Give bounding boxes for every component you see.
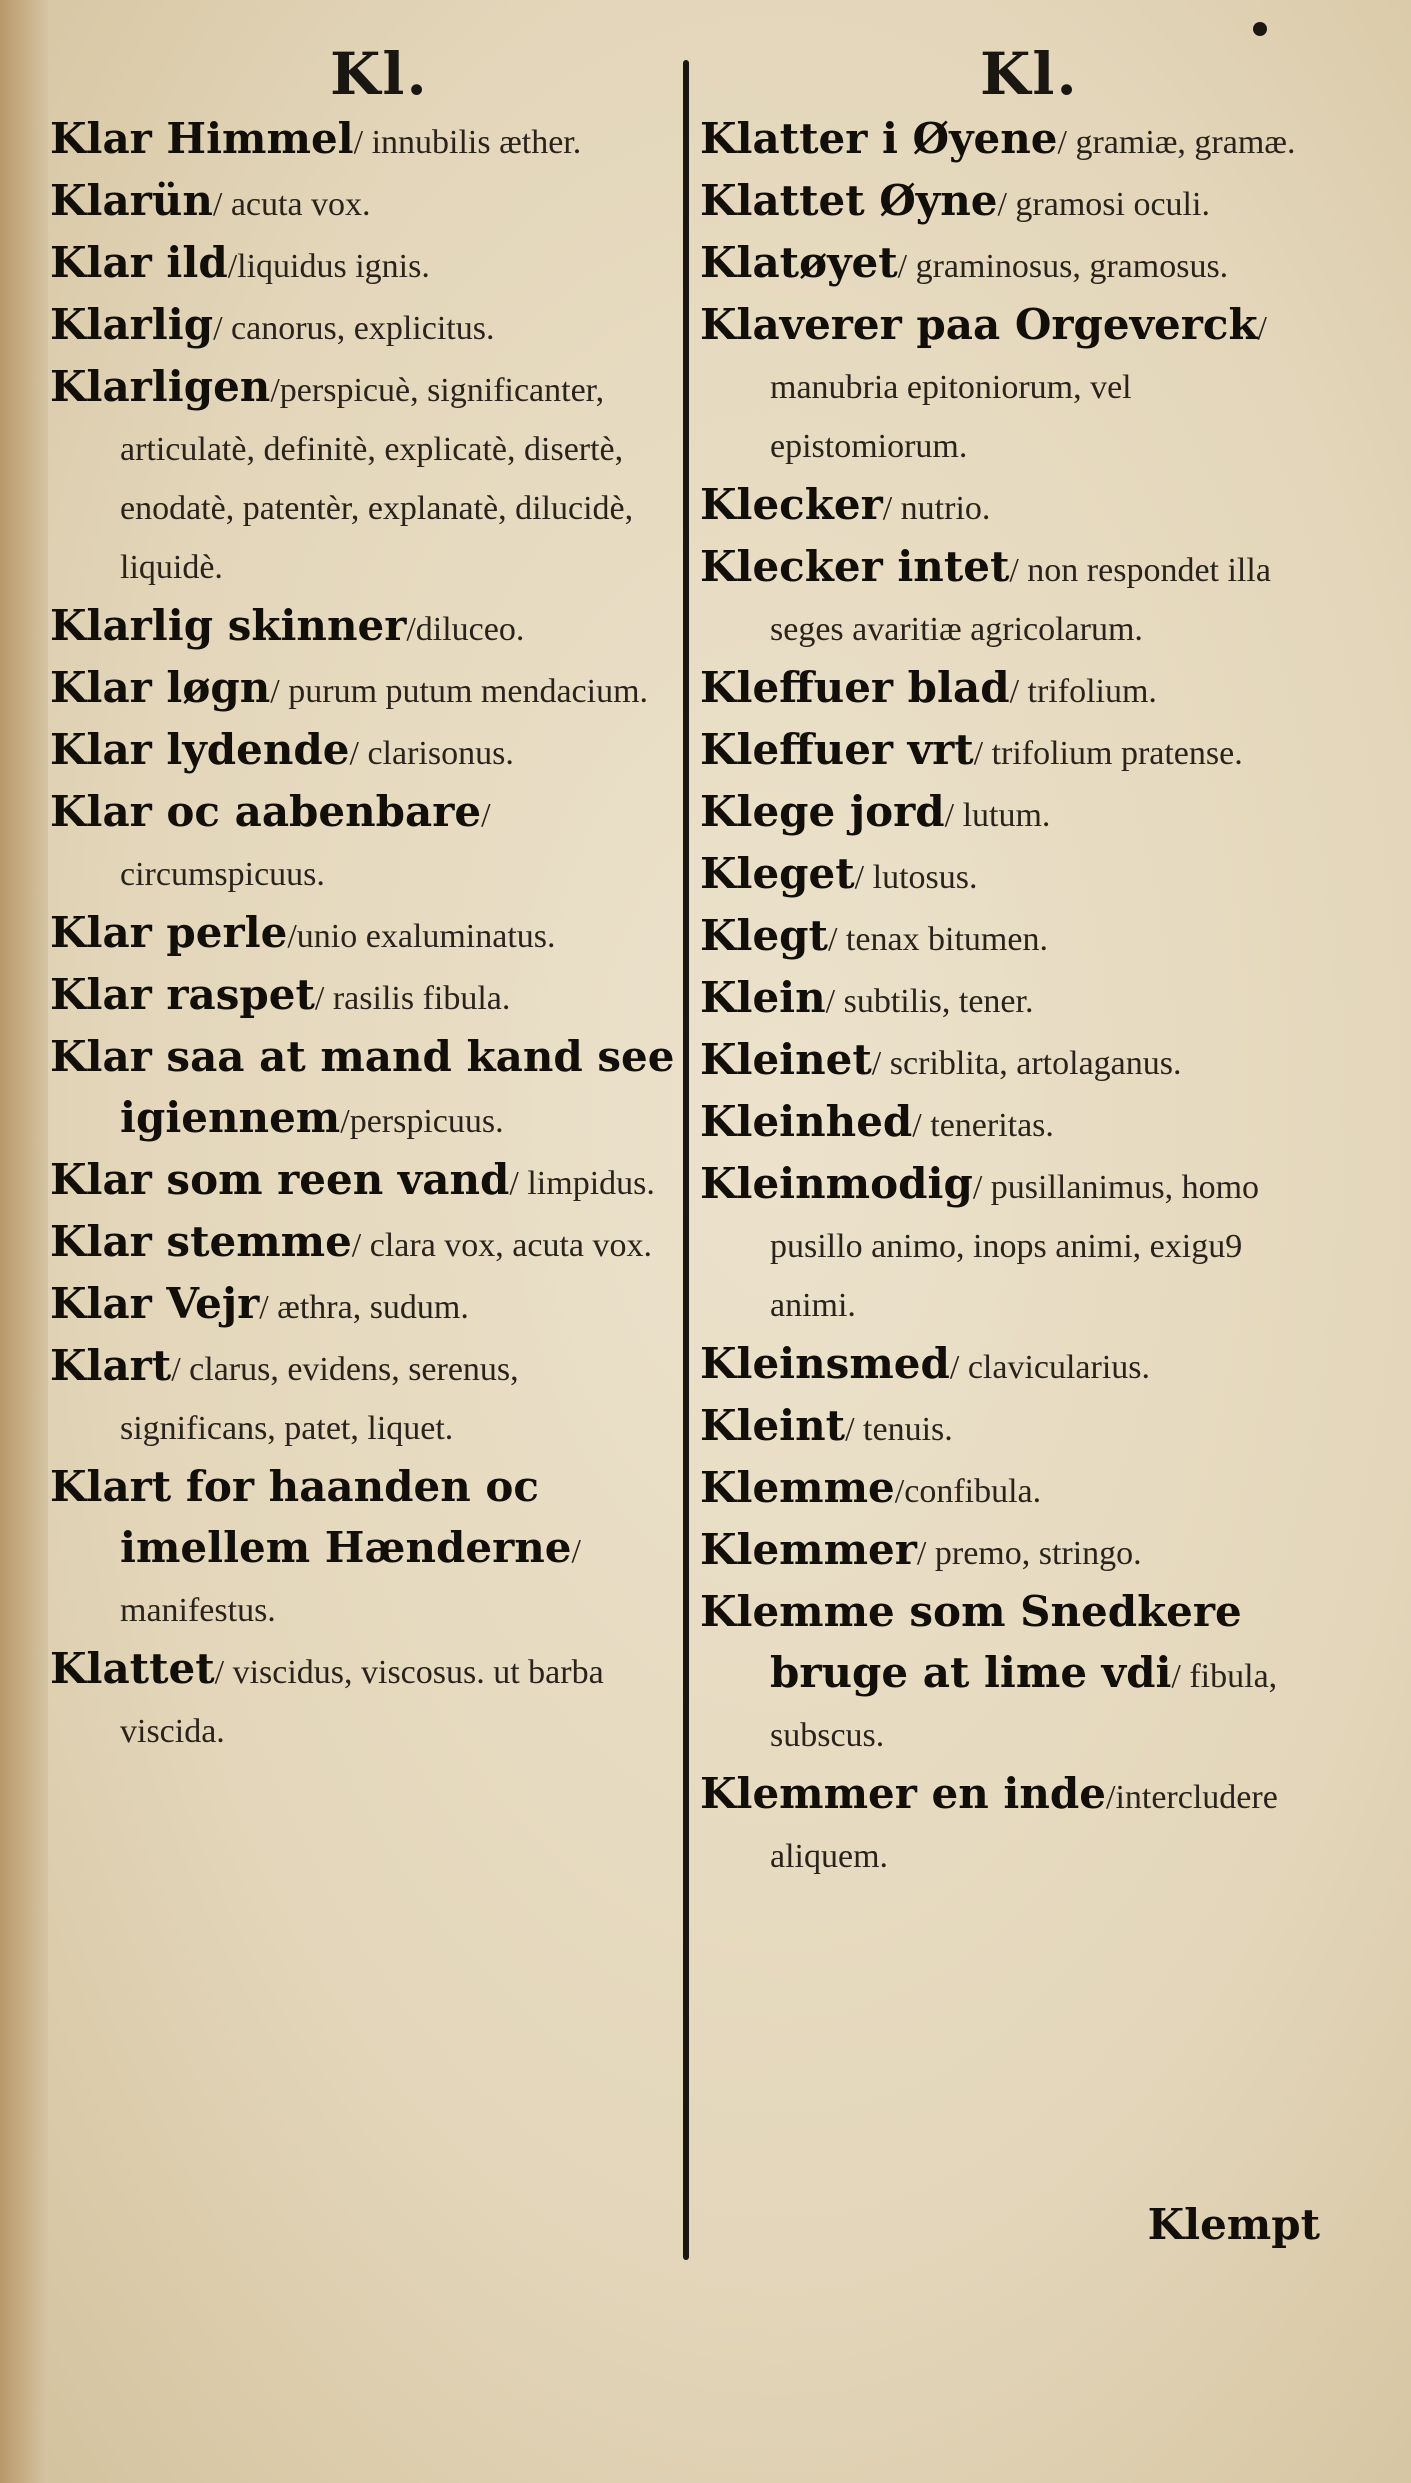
entry-separator: / xyxy=(897,248,908,285)
entry-separator: / xyxy=(270,372,280,409)
entry-definition: graminosus, gramosus. xyxy=(907,248,1229,285)
dictionary-entry xyxy=(50,966,675,1028)
entry-headword: Klein xyxy=(700,973,826,1022)
entry-definition: lutum. xyxy=(954,797,1051,834)
dictionary-entry xyxy=(700,476,1320,538)
dictionary-entry xyxy=(50,1458,675,1640)
entry-definition: viscidus, viscosus. ut barba viscida. xyxy=(120,1654,604,1750)
dictionary-entry xyxy=(50,296,675,358)
entry-separator: / xyxy=(406,611,416,648)
entry-headword: Klar stemme xyxy=(50,1217,352,1266)
left-column xyxy=(50,0,675,2483)
dictionary-entry xyxy=(700,1459,1320,1521)
entry-separator: / xyxy=(1171,1658,1181,1695)
entry-separator: / xyxy=(353,124,364,161)
entry-separator: / xyxy=(944,797,955,834)
dictionary-entry xyxy=(700,1335,1320,1397)
entry-headword: Kleint xyxy=(700,1401,846,1450)
dictionary-entry xyxy=(50,172,675,234)
entry-definition: æthra, sudum. xyxy=(268,1289,469,1326)
entry-headword: Klemmer en inde xyxy=(700,1769,1106,1818)
entry-separator: / xyxy=(912,1107,922,1144)
entry-definition: acuta vox. xyxy=(222,186,371,223)
dictionary-entry xyxy=(700,110,1320,172)
entry-separator: / xyxy=(214,1654,225,1691)
entry-separator: / xyxy=(171,1351,181,1388)
entry-headword: Klar raspet xyxy=(50,970,315,1019)
entry-separator: / xyxy=(949,1349,960,1386)
entry-separator: / xyxy=(871,1045,882,1082)
entry-definition: trifolium. xyxy=(1019,673,1157,710)
entry-separator: / xyxy=(481,797,491,834)
page-edge xyxy=(0,0,48,2483)
right-entries xyxy=(700,110,1320,1886)
entry-separator: / xyxy=(1009,673,1020,710)
dictionary-entry xyxy=(700,845,1320,907)
entry-separator: / xyxy=(509,1165,519,1202)
entry-headword: Kleinet xyxy=(700,1035,872,1084)
entry-definition: perspicuus. xyxy=(349,1103,504,1140)
entry-separator: / xyxy=(270,673,280,710)
entry-headword: Klar Himmel xyxy=(50,114,354,163)
entry-headword: Klar saa at mand kand see igiennem xyxy=(50,1032,675,1142)
dictionary-entry xyxy=(700,538,1320,659)
dictionary-entry xyxy=(50,904,675,966)
entry-headword: Klatøyet xyxy=(700,238,898,287)
entry-definition: confibula. xyxy=(904,1473,1042,1510)
entry-headword: Klarlig xyxy=(50,300,214,349)
entry-separator: / xyxy=(340,1103,350,1140)
entry-headword: Kleinhed xyxy=(700,1097,913,1146)
entry-headword: Kleffuer vrt xyxy=(700,725,974,774)
entry-definition: clavicularius. xyxy=(959,1349,1151,1386)
dictionary-entry xyxy=(700,969,1320,1031)
entry-separator: / xyxy=(894,1473,905,1510)
entry-headword: Klar lydende xyxy=(50,725,350,774)
entry-definition: tenax bitumen. xyxy=(837,921,1048,958)
catchword: Klempt xyxy=(1147,2200,1320,2249)
entry-headword: Klarün xyxy=(50,176,213,225)
entry-headword: Klegt xyxy=(700,911,828,960)
entry-definition: premo, stringo. xyxy=(926,1535,1142,1572)
entry-definition: unio exaluminatus. xyxy=(296,918,556,955)
dictionary-entry xyxy=(50,1213,675,1275)
entry-headword: Klart for haanden oc imellem Hænderne xyxy=(50,1462,572,1572)
entry-definition: clarisonus. xyxy=(358,735,514,772)
entry-separator: / xyxy=(972,1169,983,1206)
entry-definition: rasilis fibula. xyxy=(324,980,511,1017)
dictionary-entry xyxy=(50,1151,675,1213)
entry-separator: / xyxy=(997,186,1007,223)
dictionary-entry xyxy=(50,1337,675,1458)
entry-definition: trifolium pratense. xyxy=(983,735,1243,772)
entry-headword: Klar oc aabenbare xyxy=(50,787,482,836)
entry-headword: Klar som reen vand xyxy=(50,1155,510,1204)
entry-separator: / xyxy=(882,490,893,527)
entry-headword: Klattet xyxy=(50,1644,215,1693)
entry-separator: / xyxy=(1106,1779,1116,1816)
entry-definition: circumspicuus. xyxy=(120,856,325,893)
dictionary-entry xyxy=(700,234,1320,296)
entry-headword: Kleget xyxy=(700,849,855,898)
entry-headword: Kleffuer blad xyxy=(700,663,1010,712)
entry-separator: / xyxy=(827,921,838,958)
dictionary-entry xyxy=(50,597,675,659)
entry-definition: perspicuè, significanter, articulatè, definitè, explicatè, disertè, enodatè, patentèr, explanatè, dilucidè, liquidè. xyxy=(120,372,634,586)
entry-separator: / xyxy=(351,1227,362,1264)
entry-headword: Klar løgn xyxy=(50,663,271,712)
entry-headword: Klatter i Øyene xyxy=(700,114,1058,163)
entry-definition: fibula, subscus. xyxy=(770,1658,1278,1754)
dictionary-entry xyxy=(700,721,1320,783)
entry-headword: Klemme xyxy=(700,1463,895,1512)
entry-definition: subtilis, tener. xyxy=(835,983,1034,1020)
running-head-right: Kl. xyxy=(980,40,1079,108)
dictionary-entry xyxy=(700,1583,1320,1765)
entry-headword: Klemme som Snedkere bruge at lime vdi xyxy=(700,1587,1242,1697)
entry-separator: / xyxy=(213,310,223,347)
entry-separator: / xyxy=(1009,552,1019,589)
entry-definition: liquidus ignis. xyxy=(237,248,430,285)
entry-separator: / xyxy=(845,1411,855,1448)
entry-separator: / xyxy=(227,248,238,285)
dictionary-entry xyxy=(700,1093,1320,1155)
entry-definition: teneritas. xyxy=(921,1107,1054,1144)
dictionary-entry xyxy=(50,1640,675,1761)
entry-definition: intercludere aliquem. xyxy=(770,1779,1278,1875)
entry-definition: diluceo. xyxy=(415,611,525,648)
left-entries xyxy=(50,110,675,1761)
entry-definition: clarus, evidens, serenus, significans, patet, liquet. xyxy=(120,1351,519,1447)
entry-headword: Klar perle xyxy=(50,908,288,957)
entry-headword: Kleinmodig xyxy=(700,1159,973,1208)
entry-definition: innubilis æther. xyxy=(363,124,582,161)
dictionary-entry xyxy=(700,1031,1320,1093)
entry-definition: limpidus. xyxy=(518,1165,655,1202)
entry-separator: / xyxy=(259,1289,269,1326)
entry-headword: Klarlig skinner xyxy=(50,601,407,650)
dictionary-entry xyxy=(700,783,1320,845)
entry-definition: non respondet illa seges avaritiæ agricolarum. xyxy=(770,552,1271,648)
entry-headword: Klar ild xyxy=(50,238,228,287)
dictionary-entry xyxy=(700,1155,1320,1335)
entry-headword: Klecker xyxy=(700,480,883,529)
entry-definition: canorus, explicitus. xyxy=(222,310,495,347)
dictionary-entry xyxy=(700,1397,1320,1459)
running-head-left: Kl. xyxy=(330,40,429,108)
entry-definition: pusillanimus, homo pusillo animo, inops animi, exigu9 animi. xyxy=(770,1169,1260,1324)
entry-definition: scriblita, artolaganus. xyxy=(881,1045,1182,1082)
dictionary-entry xyxy=(700,1521,1320,1583)
entry-separator: / xyxy=(973,735,984,772)
entry-headword: Kleinsmed xyxy=(700,1339,950,1388)
entry-separator: / xyxy=(349,735,359,772)
entry-separator: / xyxy=(825,983,836,1020)
entry-separator: / xyxy=(314,980,325,1017)
dictionary-entry xyxy=(700,659,1320,721)
dictionary-entry xyxy=(50,234,675,296)
right-column xyxy=(700,0,1320,2483)
entry-headword: Klege jord xyxy=(700,787,945,836)
dictionary-entry xyxy=(700,1765,1320,1886)
entry-definition: clara vox, acuta vox. xyxy=(361,1227,653,1264)
dictionary-entry xyxy=(50,358,675,597)
entry-headword: Klar Vejr xyxy=(50,1279,260,1328)
column-rule xyxy=(683,60,689,2260)
dictionary-entry xyxy=(700,907,1320,969)
entry-headword: Klattet Øyne xyxy=(700,176,998,225)
entry-separator: / xyxy=(571,1533,581,1570)
entry-headword: Klart xyxy=(50,1341,172,1390)
dictionary-entry xyxy=(50,783,675,904)
dictionary-entry xyxy=(50,721,675,783)
entry-separator: / xyxy=(1057,124,1067,161)
entry-separator: / xyxy=(916,1535,927,1572)
entry-definition: gramiæ, gramæ. xyxy=(1066,124,1296,161)
dictionary-entry xyxy=(700,172,1320,234)
entry-definition: manifestus. xyxy=(120,1592,276,1629)
entry-definition: nutrio. xyxy=(892,490,991,527)
entry-headword: Klaverer paa Orgeverck xyxy=(700,300,1258,349)
dictionary-entry xyxy=(50,659,675,721)
entry-definition: gramosi oculi. xyxy=(1006,186,1210,223)
dictionary-entry xyxy=(50,1028,675,1151)
entry-separator: / xyxy=(212,186,223,223)
entry-definition: tenuis. xyxy=(854,1411,953,1448)
entry-definition: manubria epitoniorum, vel epistomiorum. xyxy=(770,369,1132,465)
entry-separator: / xyxy=(1257,310,1267,347)
dictionary-entry xyxy=(50,110,675,172)
dictionary-entry xyxy=(700,296,1320,476)
entry-headword: Klarligen xyxy=(50,362,271,411)
entry-headword: Klemmer xyxy=(700,1525,917,1574)
entry-definition: purum putum mendacium. xyxy=(279,673,649,710)
entry-separator: / xyxy=(287,918,297,955)
entry-separator: / xyxy=(854,859,865,896)
entry-definition: lutosus. xyxy=(864,859,978,896)
entry-headword: Klecker intet xyxy=(700,542,1010,591)
dictionary-entry xyxy=(50,1275,675,1337)
